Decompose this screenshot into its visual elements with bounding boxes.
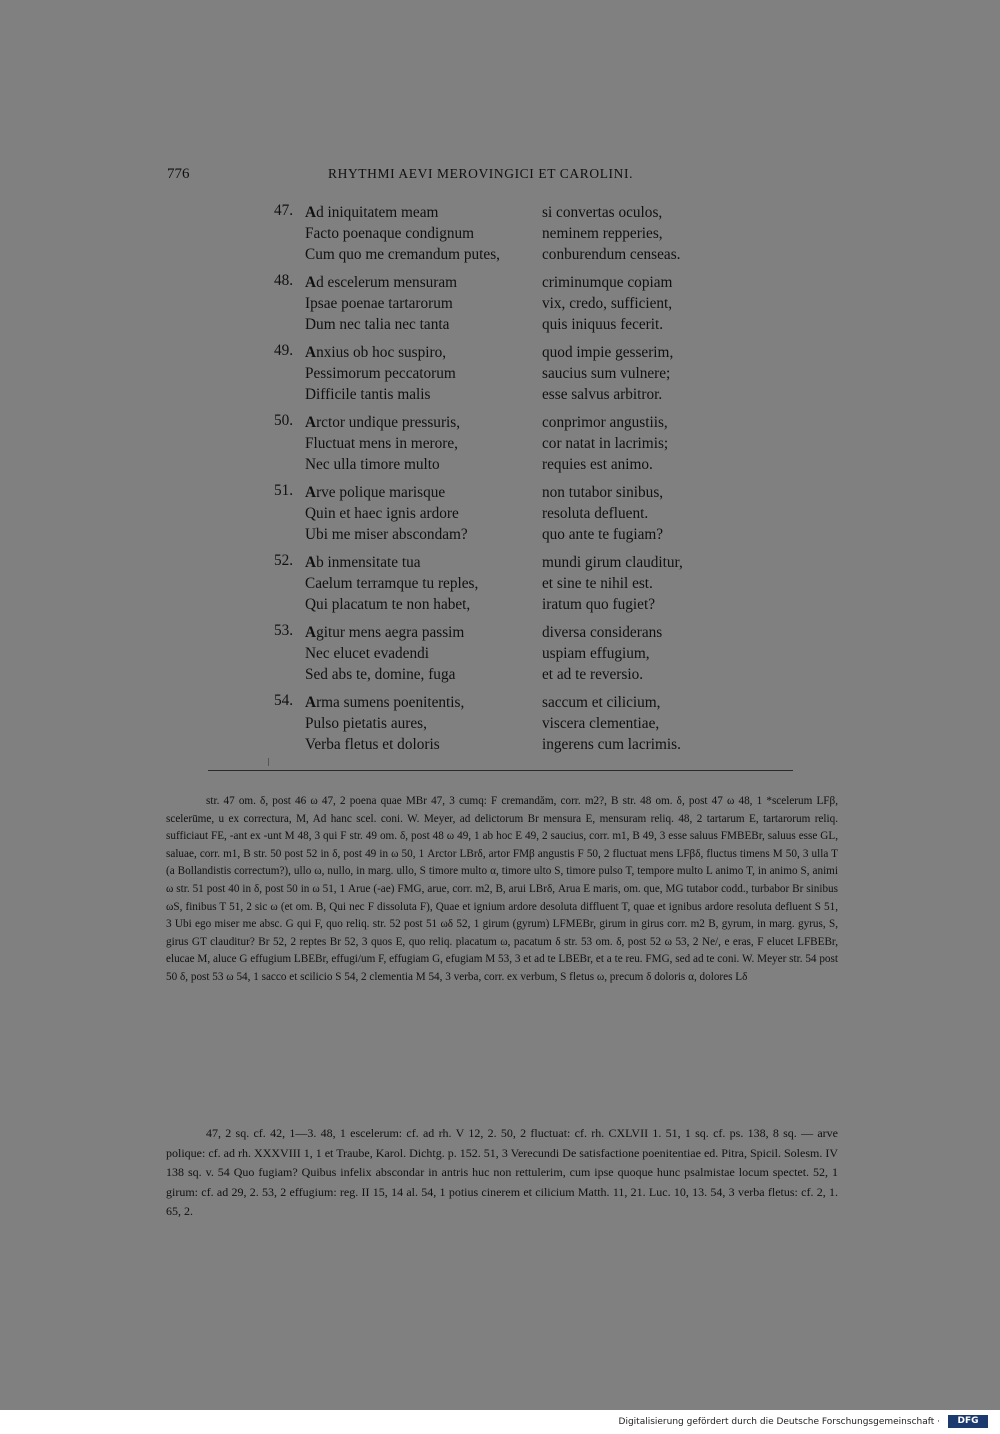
verse-second-half: vix, credo, sufficient,: [542, 295, 673, 312]
verse-second-half: iratum quo fugiet?: [542, 596, 655, 613]
verse-second-half: cor natat in lacrimis;: [542, 435, 669, 452]
verse-first-half: Nec elucet evadendi: [305, 645, 430, 662]
verse-first-half: Pessimorum peccatorum: [305, 365, 456, 382]
verse-second-half: diversa considerans: [542, 624, 663, 641]
verse-first-half: Qui placatum te non habet,: [305, 596, 471, 613]
verse-second-half: si convertas oculos,: [542, 204, 663, 221]
verse-second-half: saccum et cilicium,: [542, 694, 661, 711]
stanza-number: 52.: [274, 552, 294, 569]
verse-second-half: saucius sum vulnere;: [542, 365, 671, 382]
stanza: [270, 342, 750, 412]
verse-first-half: Arctor undique pressuris,: [305, 414, 461, 431]
apparatus-text: str. 47 om. δ, post 46 ω 47, 2 poena quae MBr 47, 3 cumq: F cremandăm, corr. m2?, B str. 48 om. δ, post 47 ω 48, 1 *scelerum LFβ, scelerūme, u ex correctura, M, Ad hanc scel. coni. W. Meyer, ad delictorum Br mensura E, mensuram reliq. 48, 2 tartarum E, tartarorum reliq. sufficiaut FE, -ant ex -unt M 48, 3 qui F str. 49 om. δ, post 48 ω 49, 1 ab hoc E 49, 2 saucius, corr. m1, B 49, 3 esse saluus FMBEBr, saluus esse GL, saluae, corr. m1, B str. 50 post 52 in δ, post 49 in ω 50, 1 Arctor LBrδ, artor FMβ angustis F 50, 2 fluctuat mens LFβδ, fluctus timens M 50, 3 ulla T (a Bollandistis correctum?), ullo ω, nullo, in marg. ullo, S timore multo α, timore ulto S, timore pulso T, tempore multo L animo T, in animo S, animi ω str. 51 post 40 in δ, post 50 in ω 51, 1 Arue (-ae) FMG, arue, corr. m2, B, arui LBrδ, Arua E maris, om. que, MG tutabor codd., turbabor Br sinibus ωS, finibus T 51, 2 sic ω (et om. B, Qui nec F dissoluta F), Quae et ignium ardore desoluta diffluent T, quae et ignibus ardore resoluta defluent S 51, 3 Ubi ego miser me absc. G qui F, quo reliq. str. 52 post 51 ωδ 52, 1 girum (gyrum) LFMEBr, girum in girus corr. m2 B, gyrum, in marg. gyrus, S, girus GT clauditur? Br 52, 2 reptes Br 52, 3 quos E, quo reliq. placatum ω, pacatum δ str. 53 om. δ, post 52 ω 53, 2 Ne/, e eras, F elucet LFBEBr, elucae M, aluce G effugium LBEBr, effugi/um F, effugiam G, efugiam M 53, 3 et ad te LBEBr, et a te reu. FMG, sed ad te coni. W. Meyer str. 54 post 50 δ, post 53 ω 54, 1 sacco et scilicio S 54, 2 clementia M 54, 3 verba, corr. ex verbum, S fletus ω, precum δ doloris α, dolores Lδ: [166, 795, 838, 983]
stanza-number: 54.: [274, 692, 294, 709]
verse-second-half: mundi girum clauditur,: [542, 554, 683, 571]
verse-first-half: Dum nec talia nec tanta: [305, 316, 450, 333]
verse-first-half: Quin et haec ignis ardore: [305, 505, 459, 522]
verse-first-half: Facto poenaque condignum: [305, 225, 475, 242]
dfg-logo: DFG: [948, 1415, 988, 1428]
critical-apparatus: [166, 793, 838, 987]
stanza-initial: A: [305, 554, 317, 571]
notes-text: 47, 2 sq. cf. 42, 1—3. 48, 1 escelerum: cf. ad rh. V 12, 2. 50, 2 fluctuat: cf. rh. CXLVII 1. 51, 1 sq. cf. ps. 138, 8 sq. — arve polique: cf. ad rh. XXXVIII 1, 1 et Traube, Karol. Dichtg. p. 152. 51, 3 Verecundi De satisfactione poenitentiae ed. Pitra, Spicil. Solesm. IV 138 sq. v. 54 Quo fugiam? Quibus infelix abscondar in antris huc non rettulerim, cum ipse quoque hunc psalmistae locum spectet. 52, 1 girum: cf. ad 29, 2. 53, 2 effugium: reg. II 15, 14 al. 54, 1 potius cinerem et cilicium Matth. 11, 21. Luc. 10, 13. 54, 3 verba fletus: cf. 2, 1. 65, 2.: [166, 1126, 838, 1218]
verse-second-half: conprimor angustiis,: [542, 414, 668, 431]
column-mark: [268, 758, 269, 766]
poem-stanzas: [270, 202, 750, 762]
verse-first-half: Pulso pietatis aures,: [305, 715, 427, 732]
verse-first-half: Ab inmensitate tua: [305, 554, 421, 571]
verse-second-half: esse salvus arbitror.: [542, 386, 663, 403]
verse-first-half: Fluctuat mens in merore,: [305, 435, 458, 452]
footnote-rule: [208, 770, 793, 771]
verse-second-half: criminumque copiam: [542, 274, 673, 291]
stanza-initial: A: [305, 484, 317, 501]
verse-second-half: conburendum censeas.: [542, 246, 681, 263]
funding-notice: Digitalisierung gefördert durch die Deutsche Forschungsgemeinschaft ·: [618, 1417, 940, 1427]
verse-second-half: quo ante te fugiam?: [542, 526, 664, 543]
verse-first-half: Ubi me miser abscondam?: [305, 526, 468, 543]
stanza: [270, 692, 750, 762]
stanza-initial: A: [305, 624, 317, 641]
verse-first-half: Verba fletus et doloris: [305, 736, 440, 753]
verse-first-half: Ad iniquitatem meam: [305, 204, 439, 221]
stanza-number: 48.: [274, 272, 294, 289]
verse-second-half: uspiam effugium,: [542, 645, 650, 662]
stanza-number: 53.: [274, 622, 294, 639]
verse-second-half: non tutabor sinibus,: [542, 484, 664, 501]
verse-second-half: ingerens cum lacrimis.: [542, 736, 681, 753]
stanza: [270, 552, 750, 622]
stanza: [270, 412, 750, 482]
verse-second-half: quod impie gesserim,: [542, 344, 674, 361]
stanza-number: 50.: [274, 412, 294, 429]
verse-first-half: Arve polique marisque: [305, 484, 446, 501]
verse-first-half: Nec ulla timore multo: [305, 456, 440, 473]
stanza-initial: A: [305, 344, 317, 361]
stanza-number: 51.: [274, 482, 294, 499]
verse-first-half: Caelum terramque tu reples,: [305, 575, 479, 592]
verse-first-half: Ipsae poenae tartarorum: [305, 295, 453, 312]
page-number: 776: [167, 166, 190, 182]
running-title: RHYTHMI AEVI MEROVINGICI ET CAROLINI.: [328, 166, 634, 181]
verse-first-half: Sed abs te, domine, fuga: [305, 666, 456, 683]
stanza: [270, 272, 750, 342]
stanza-initial: A: [305, 274, 317, 291]
verse-first-half: Agitur mens aegra passim: [305, 624, 465, 641]
stanza-number: 47.: [274, 202, 294, 219]
verse-second-half: neminem repperies,: [542, 225, 663, 242]
verse-second-half: requies est animo.: [542, 456, 653, 473]
stanza-number: 49.: [274, 342, 294, 359]
verse-second-half: et ad te reversio.: [542, 666, 644, 683]
verse-first-half: Arma sumens poenitentis,: [305, 694, 465, 711]
stanza: [270, 622, 750, 692]
verse-first-half: Ad escelerum mensuram: [305, 274, 458, 291]
verse-second-half: resoluta defluent.: [542, 505, 649, 522]
verse-first-half: Anxius ob hoc suspiro,: [305, 344, 447, 361]
stanza-initial: A: [305, 414, 317, 431]
verse-second-half: quis iniquus fecerit.: [542, 316, 664, 333]
stanza: [270, 482, 750, 552]
verse-second-half: et sine te nihil est.: [542, 575, 653, 592]
source-notes: [166, 1124, 838, 1222]
verse-second-half: viscera clementiae,: [542, 715, 660, 732]
stanza-initial: A: [305, 204, 317, 221]
verse-first-half: Cum quo me cremandum putes,: [305, 246, 500, 263]
footer-bar: [0, 1410, 1000, 1434]
stanza: [270, 202, 750, 272]
verse-first-half: Difficile tantis malis: [305, 386, 431, 403]
stanza-initial: A: [305, 694, 317, 711]
